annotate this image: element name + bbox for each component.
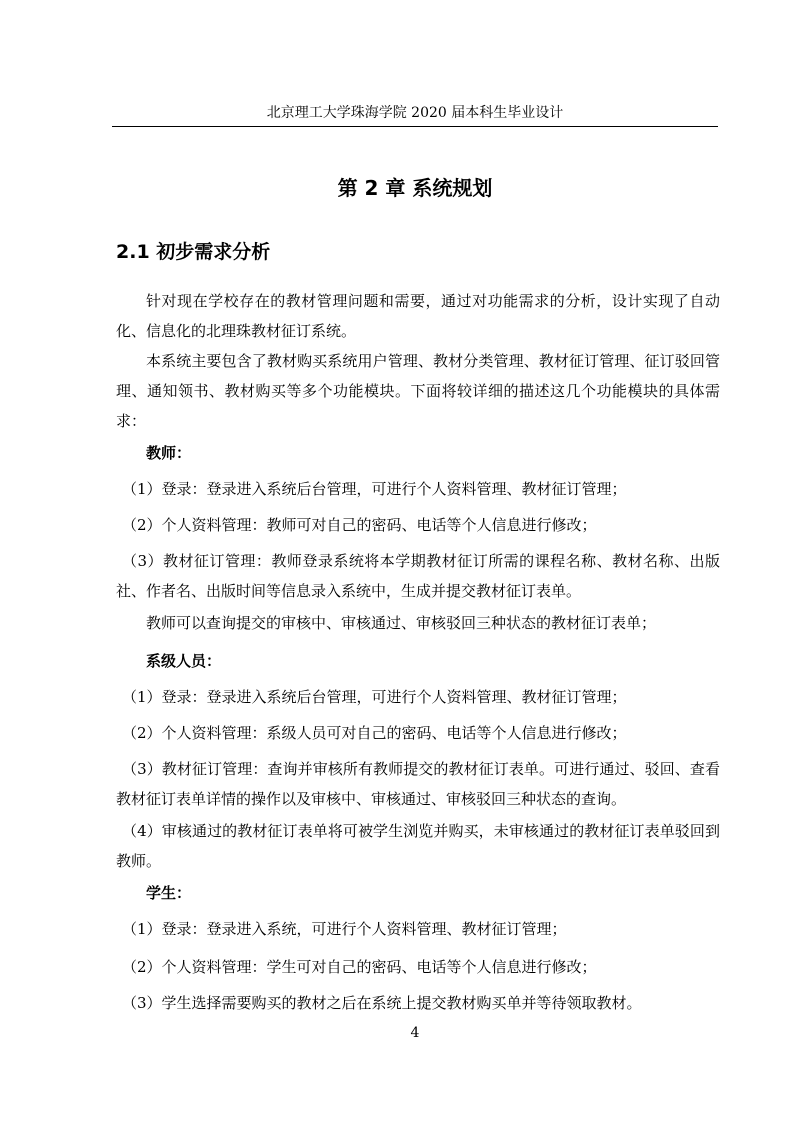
teacher-item-3: （3）教材征订管理：教师登录系统将本学期教材征订所需的课程名称、教材名称、出版社、作者名、出版时间等信息录入系统中，生成并提交教材征订表单。	[116, 552, 720, 600]
staff-item-2: （2）个人资料管理：系级人员可对自己的密码、电话等个人信息进行修改；	[122, 724, 627, 742]
header-rule	[112, 126, 718, 127]
page-header: 北京理工大学珠海学院 2020 届本科生毕业设计	[266, 105, 564, 121]
teacher-item-2: （2）个人资料管理：教师可对自己的密码、电话等个人信息进行修改；	[122, 516, 597, 534]
teacher-heading: 教师：	[146, 444, 192, 462]
page-number: 4	[410, 1025, 420, 1041]
staff-heading: 系级人员：	[146, 652, 222, 670]
teacher-item-1: （1）登录：登录进入系统后台管理，可进行个人资料管理、教材征订管理；	[122, 480, 627, 498]
staff-item-4: （4）审核通过的教材征订表单将可被学生浏览并购买，未审核通过的教材征订表单驳回到教师。	[116, 822, 720, 870]
student-item-2: （2）个人资料管理：学生可对自己的密码、电话等个人信息进行修改；	[122, 958, 597, 976]
chapter-title: 第 2 章 系统规划	[337, 176, 493, 200]
student-item-3: （3）学生选择需要购买的教材之后在系统上提交教材购买单并等待领取教材。	[122, 994, 642, 1012]
intro-paragraph-2: 本系统主要包含了教材购买系统用户管理、教材分类管理、教材征订管理、征订驳回管理、通知领书、教材购买等多个功能模块。下面将较详细的描述这几个功能模块的具体需求：	[116, 352, 720, 430]
section-title: 2.1 初步需求分析	[116, 241, 271, 263]
staff-item-3: （3）教材征订管理：查询并审核所有教师提交的教材征订表单。可进行通过、驳回、查看教材征订表单详情的操作以及审核中、审核通过、审核驳回三种状态的查询。	[116, 760, 720, 808]
student-heading: 学生：	[146, 884, 192, 902]
teacher-note: 教师可以查询提交的审核中、审核通过、审核驳回三种状态的教材征订表单；	[146, 614, 657, 632]
student-item-1: （1）登录：登录进入系统，可进行个人资料管理、教材征订管理；	[122, 920, 567, 938]
staff-item-1: （1）登录：登录进入系统后台管理，可进行个人资料管理、教材征订管理；	[122, 688, 627, 706]
intro-paragraph-1: 针对现在学校存在的教材管理问题和需要，通过对功能需求的分析，设计实现了自动化、信息化的北理珠教材征订系统。	[116, 292, 720, 340]
